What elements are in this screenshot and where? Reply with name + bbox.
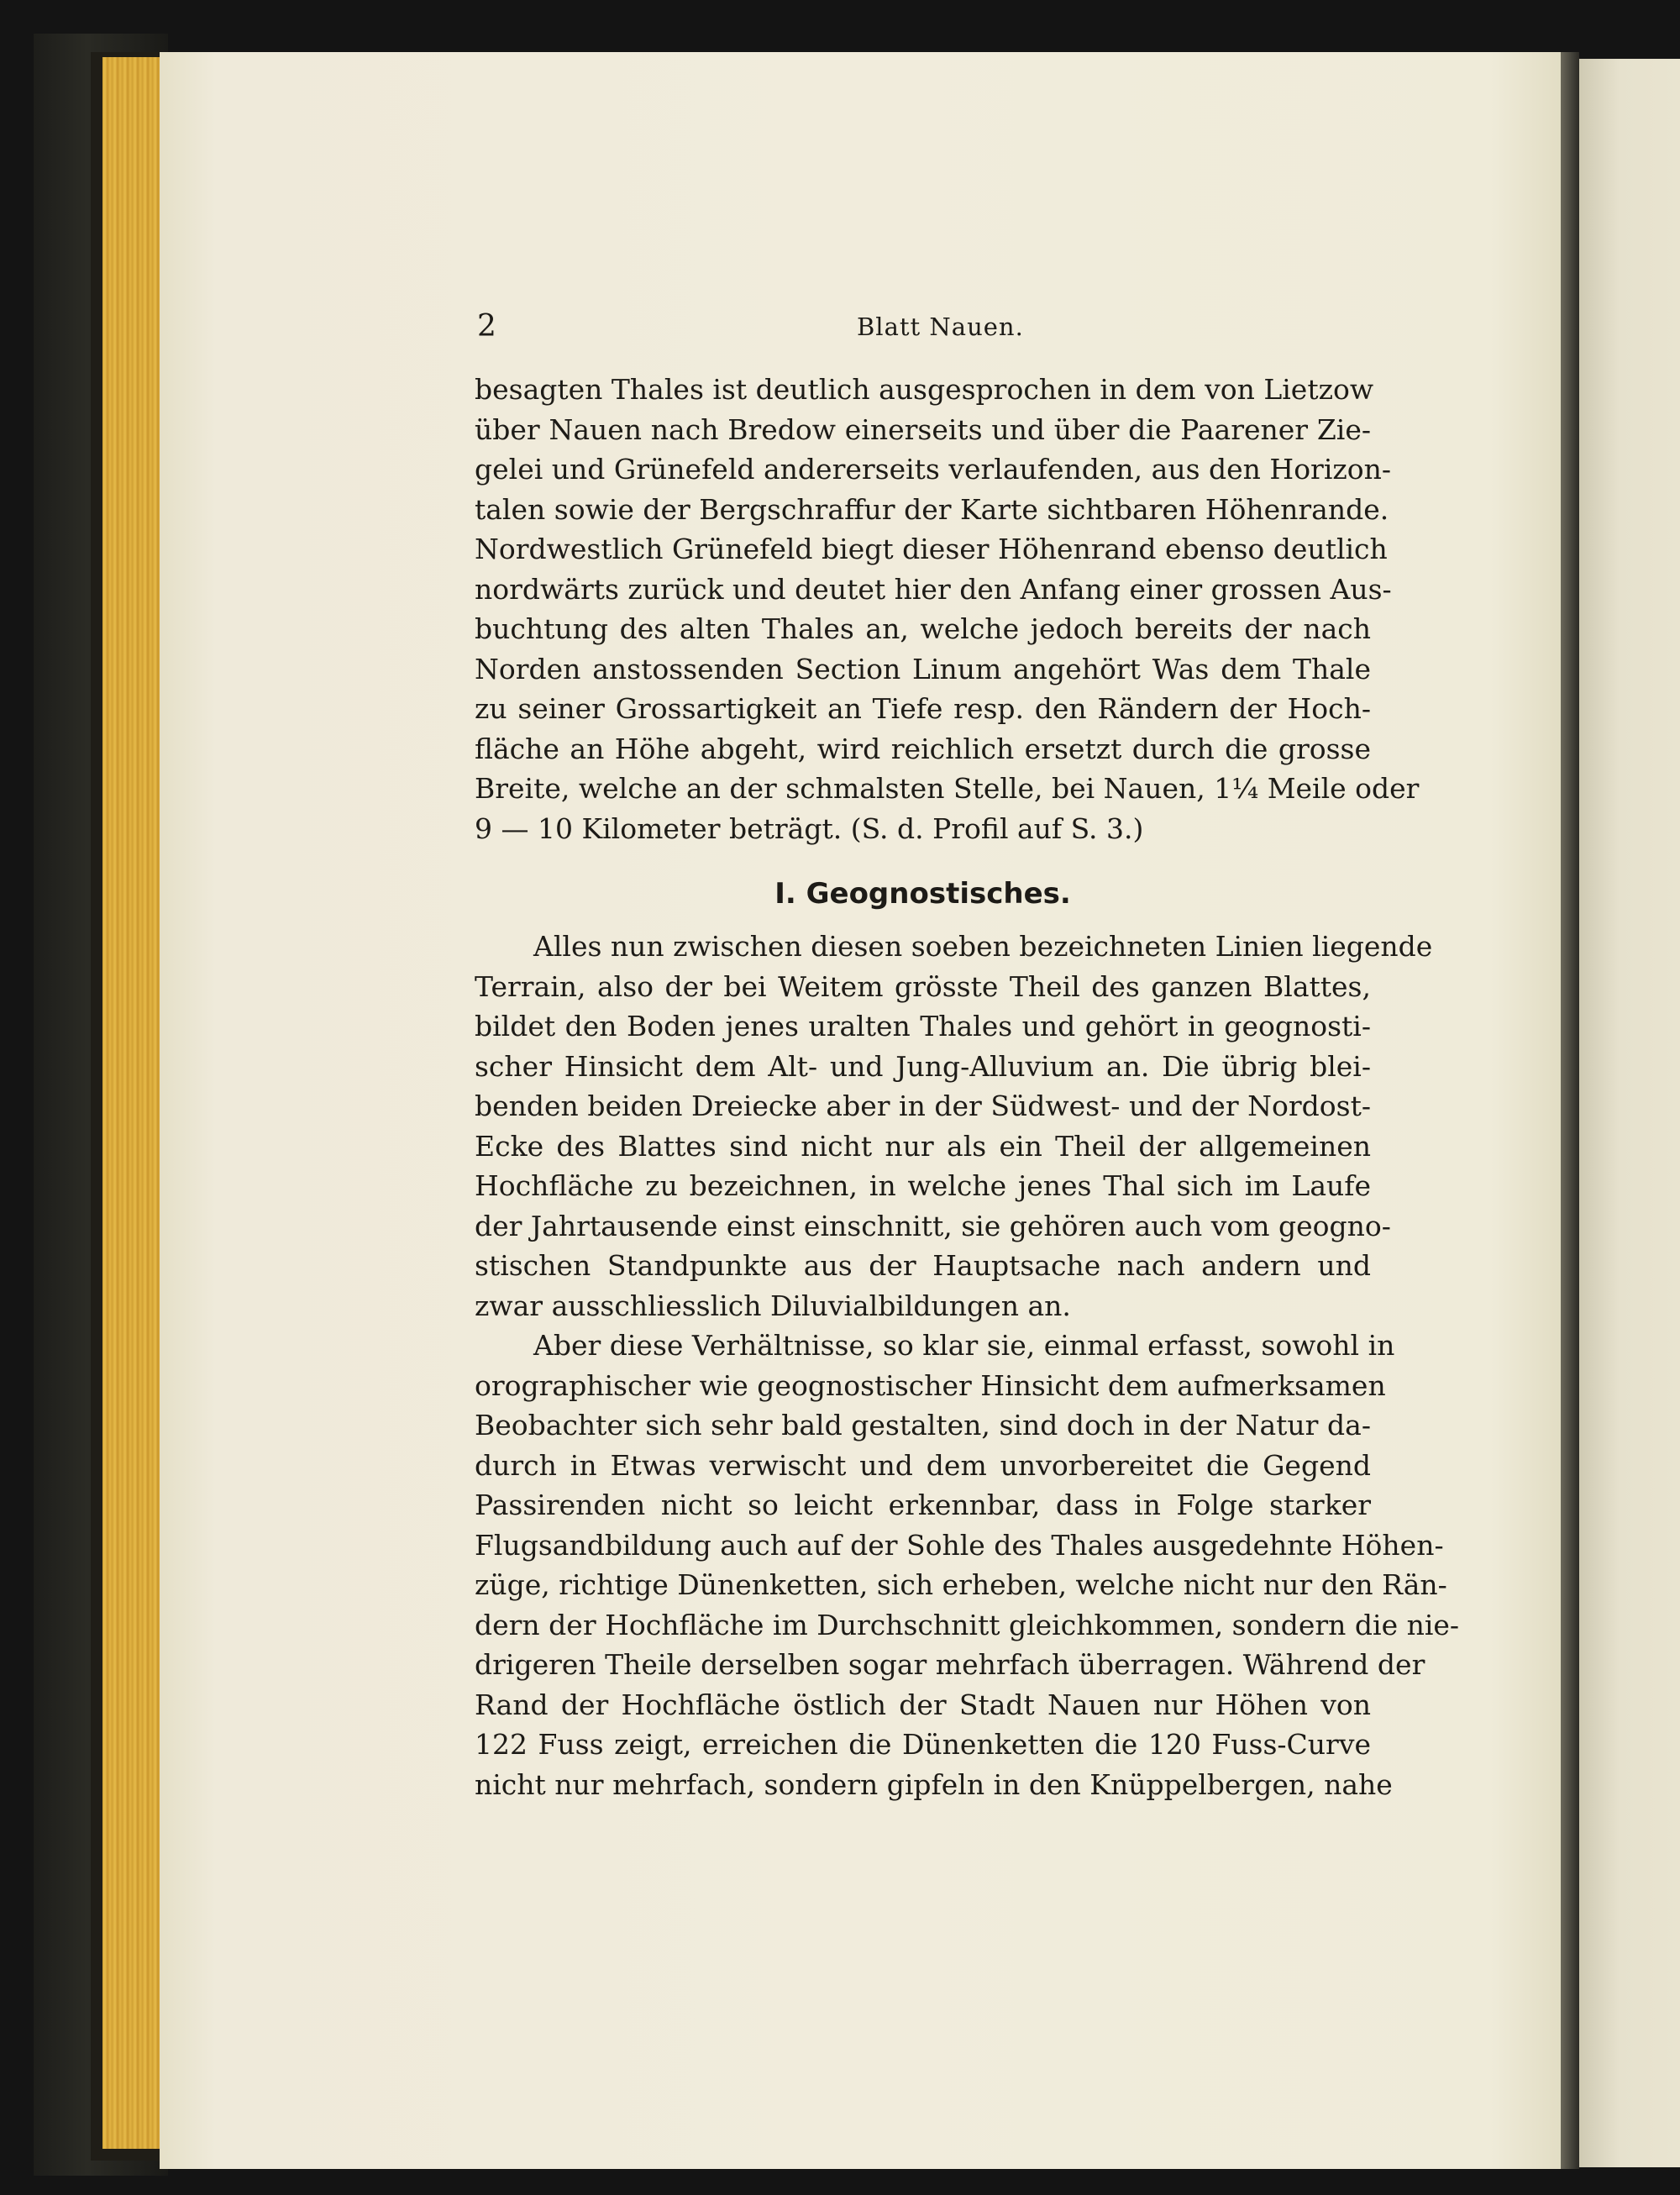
text-line: Rand der Hochfläche östlich der Stadt Nauen nur Höhen von — [475, 1688, 1371, 1721]
text-line: orographischer wie geognostischer Hinsicht dem aufmerksamen — [475, 1369, 1386, 1402]
text-line: 122 Fuss zeigt, erreichen die Dünenketten die 120 Fuss-Curve — [475, 1728, 1371, 1761]
text-line: Flugsandbildung auch auf der Sohle des Thales ausgedehnte Höhen- — [475, 1529, 1444, 1562]
facing-page-edge — [1579, 59, 1680, 2167]
page-number: 2 — [477, 309, 496, 344]
text-line: fläche an Höhe abgeht, wird reichlich ersetzt durch die grosse — [475, 733, 1371, 765]
text-line: gelei und Grünefeld andererseits verlaufenden, aus den Horizon- — [475, 453, 1392, 486]
text-line: züge, richtige Dünenketten, sich erheben, welche nicht nur den Rän- — [475, 1568, 1447, 1601]
text-line: 9 — 10 Kilometer beträgt. (S. d. Profil auf S. 3.) — [475, 812, 1144, 845]
running-title: Blatt Nauen. — [857, 312, 1024, 341]
text-line: Ecke des Blattes sind nicht nur als ein Theil der allgemeinen — [475, 1130, 1371, 1163]
text-line: durch in Etwas verwischt und dem unvorbereitet die Gegend — [475, 1449, 1371, 1482]
text-line: stischen Standpunkte aus der Hauptsache nach andern und — [475, 1249, 1371, 1282]
text-line: scher Hinsicht dem Alt- und Jung-Alluvium an. Die übrig blei- — [475, 1050, 1371, 1083]
text-line: nordwärts zurück und deutet hier den Anfang einer grossen Aus- — [475, 573, 1392, 606]
text-line: Hochfläche zu bezeichnen, in welche jenes Thal sich im Laufe — [475, 1169, 1371, 1202]
text-line: über Nauen nach Bredow einerseits und über die Paarener Zie- — [475, 413, 1371, 446]
text-line: zwar ausschliesslich Diluvialbildungen an. — [475, 1289, 1071, 1322]
text-line: besagten Thales ist deutlich ausgesprochen in dem von Lietzow — [475, 373, 1374, 406]
text-line: dern der Hochfläche im Durchschnitt gleichkommen, sondern die nie- — [475, 1609, 1460, 1641]
text-line: zu seiner Grossartigkeit an Tiefe resp. den Rändern der Hoch- — [475, 692, 1371, 725]
section-heading: I. Geognostisches. — [774, 877, 1071, 911]
text-line: Aber diese Verhältnisse, so klar sie, einmal erfasst, sowohl in — [533, 1329, 1395, 1362]
text-line: benden beiden Dreiecke aber in der Südwest- und der Nordost- — [475, 1090, 1371, 1122]
text-line: Nordwestlich Grünefeld biegt dieser Höhenrand ebenso deutlich — [475, 533, 1388, 565]
text-line: der Jahrtausende einst einschnitt, sie gehören auch vom geogno- — [475, 1210, 1391, 1242]
text-line: Norden anstossenden Section Linum angehört Was dem Thale — [475, 653, 1371, 685]
text-line: buchtung des alten Thales an, welche jedoch bereits der nach — [475, 612, 1371, 645]
text-line: nicht nur mehrfach, sondern gipfeln in den Knüppelbergen, nahe — [475, 1768, 1393, 1801]
text-line: bildet den Boden jenes uralten Thales und gehört in geognosti- — [475, 1010, 1371, 1042]
text-line: Alles nun zwischen diesen soeben bezeichneten Linien liegende — [533, 930, 1433, 963]
spine-shadow — [1561, 52, 1579, 2169]
text-line: Breite, welche an der schmalsten Stelle, bei Nauen, 1¼ Meile oder — [475, 772, 1420, 805]
text-line: Beobachter sich sehr bald gestalten, sind doch in der Natur da- — [475, 1409, 1371, 1441]
text-line: talen sowie der Bergschraffur der Karte sichtbaren Höhenrande. — [475, 493, 1389, 526]
text-line: Terrain, also der bei Weitem grösste Theil des ganzen Blattes, — [475, 970, 1371, 1003]
text-line: Passirenden nicht so leicht erkennbar, dass in Folge starker — [475, 1489, 1371, 1521]
text-line: drigeren Theile derselben sogar mehrfach überragen. Während der — [475, 1648, 1425, 1681]
